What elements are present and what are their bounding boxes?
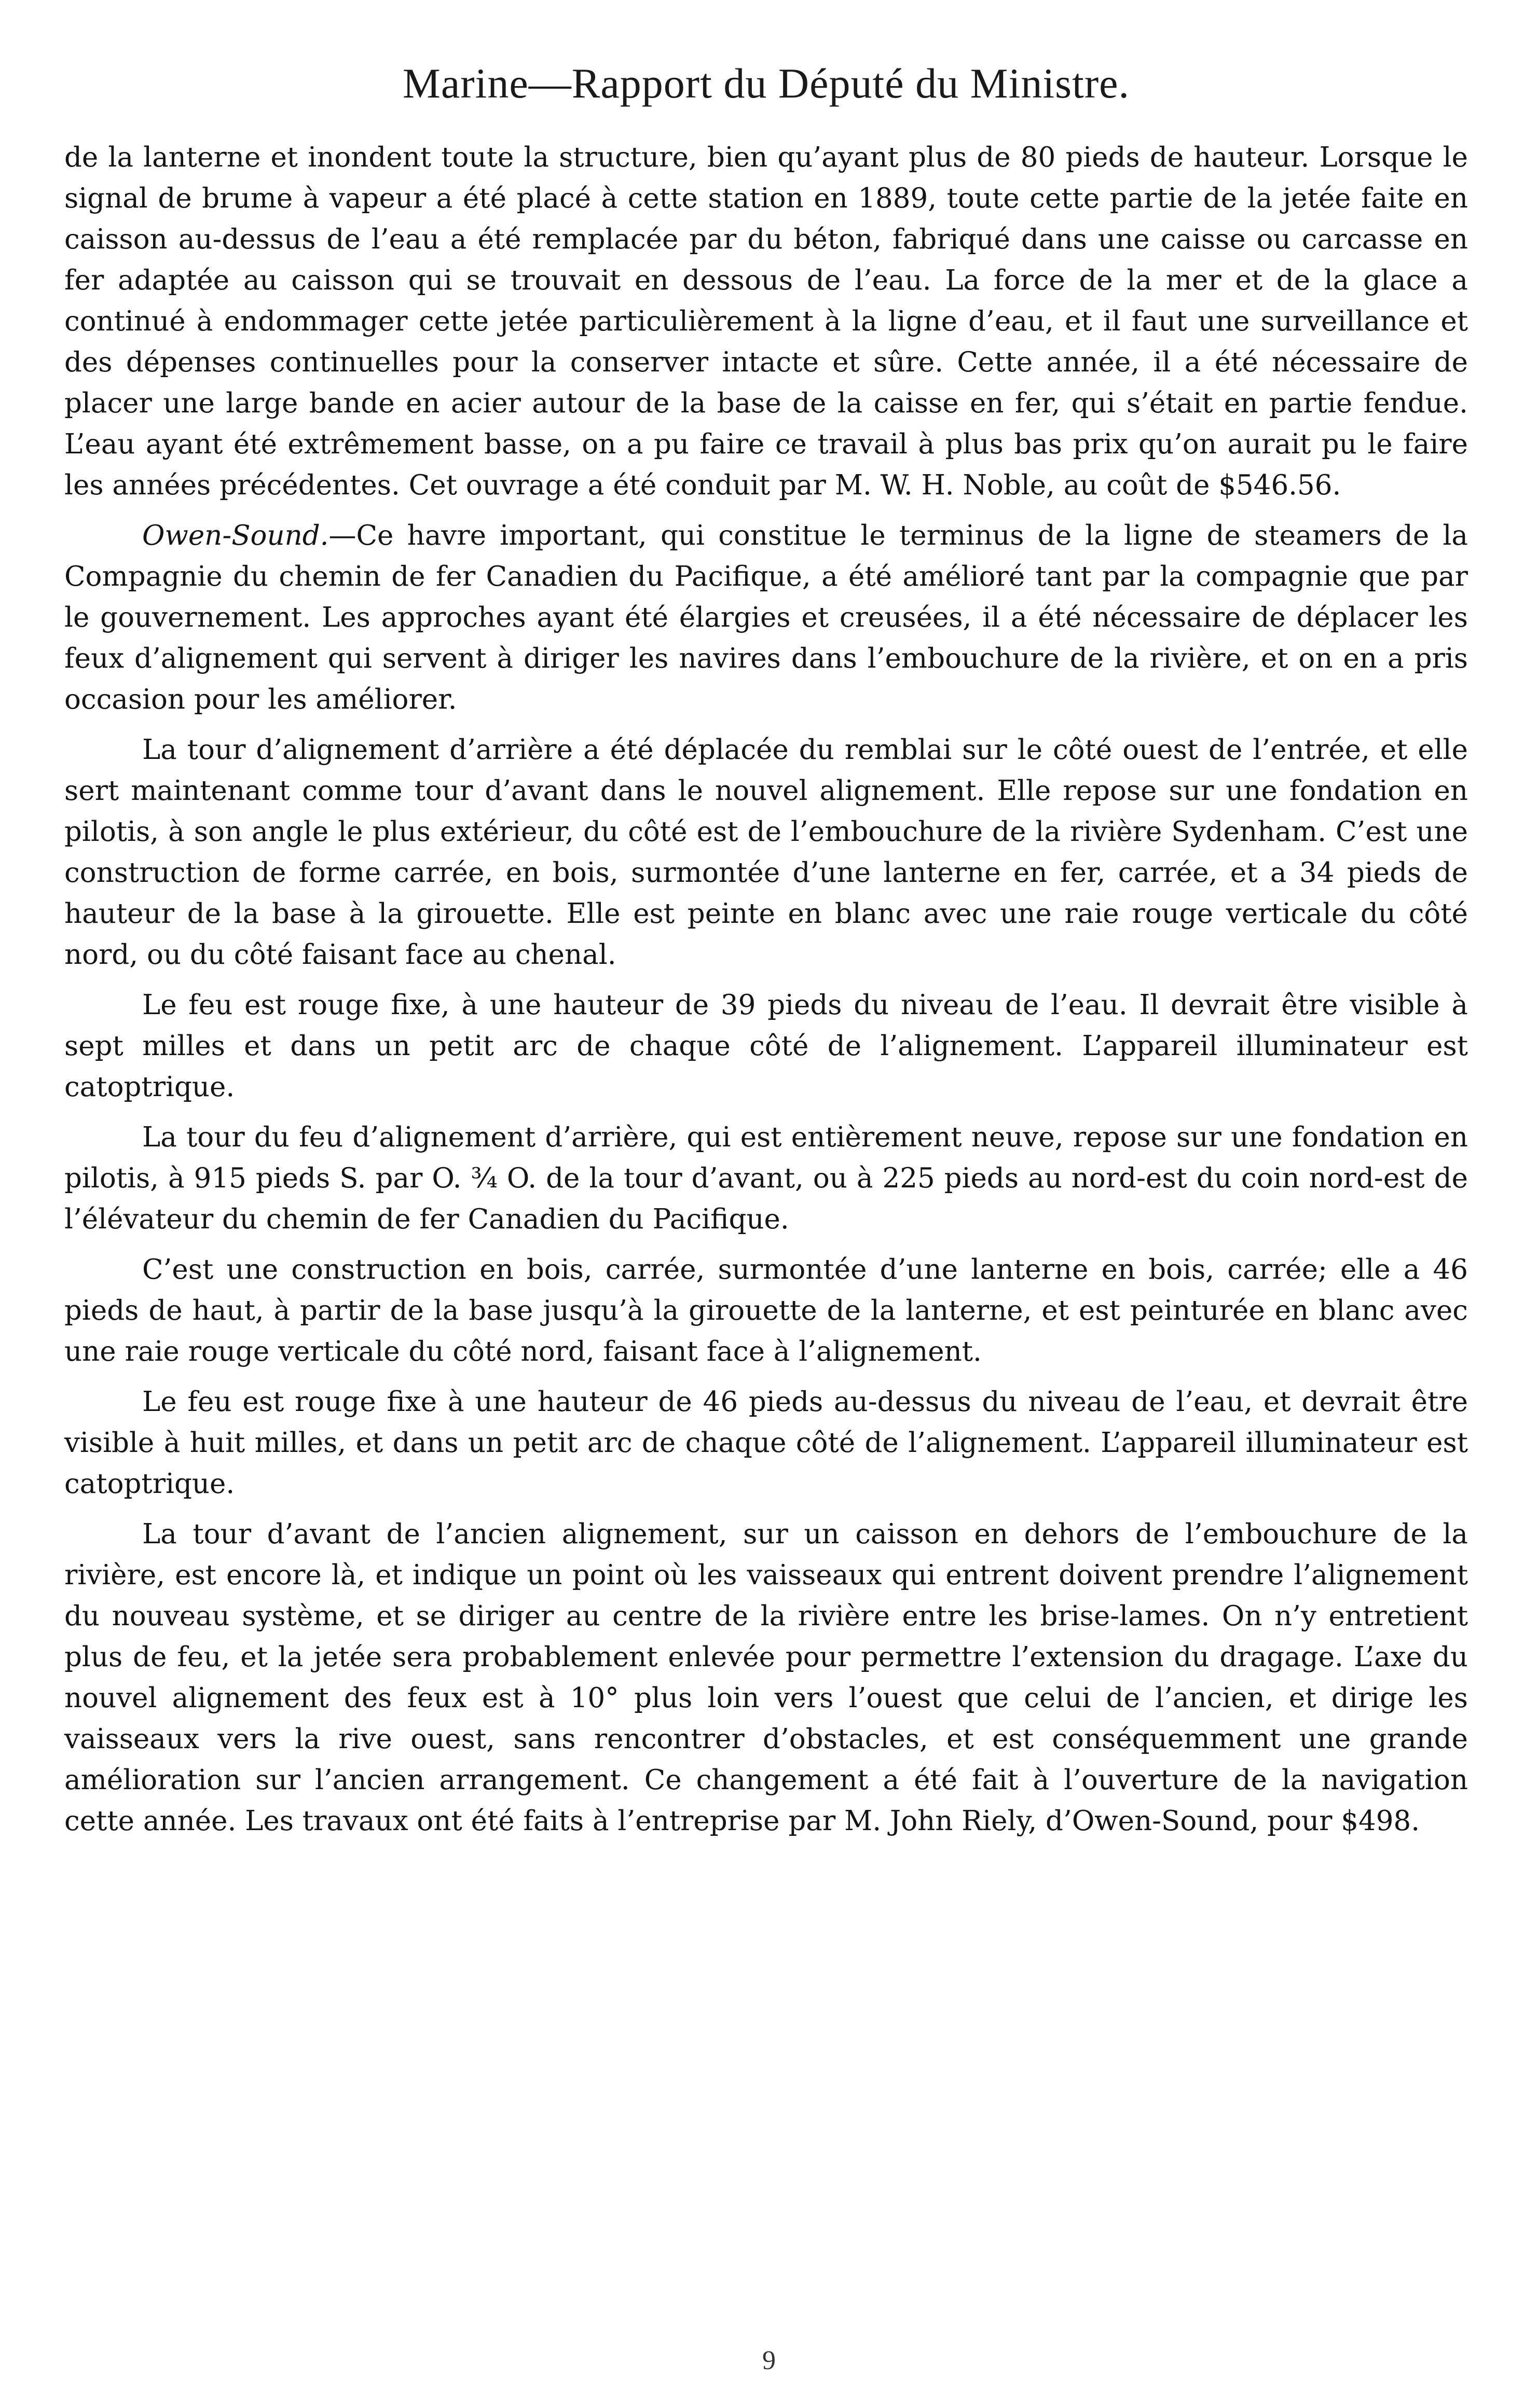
report-body	[64, 137, 1468, 1842]
paragraph-rear-light	[64, 1381, 1468, 1504]
paragraph-lighthouse-pier	[64, 137, 1468, 506]
running-title: Marine—Rapport du Député du Ministre.	[402, 60, 1130, 107]
place-name-heading: Owen-Sound.	[142, 520, 329, 551]
paragraph-text: La tour du feu d’alignement d’arrière, qui est entièrement neuve, repose sur une fondation en pilotis, à 915 pieds S. par O. ¾ O. de la tour d’avant, ou à 225 pieds au nord-est du coin nord-est de l’élévateur du chemin de fer Canadien du Pacifique.	[64, 1122, 1468, 1235]
paragraph-rear-tower-location	[64, 1117, 1468, 1240]
paragraph-text: La tour d’alignement d’arrière a été déplacée du remblai sur le côté ouest de l’entrée, et elle sert maintenant comme tour d’avant dans le nouvel alignement. Elle repose sur une fondation en pilotis, à son angle le plus extérieur, du côté est de l’embouchure de la rivière Sydenham. C’est une construction de forme carrée, en bois, surmontée d’une lanterne en fer, carrée, et a 34 pieds de hauteur de la base à la girouette. Elle est peinte en blanc avec une raie rouge verticale du côté nord, ou du côté faisant face au chenal.	[64, 734, 1468, 971]
page-number: 9	[762, 2346, 776, 2375]
paragraph-rear-tower-construction	[64, 1249, 1468, 1372]
paragraph-text: Le feu est rouge fixe à une hauteur de 46 pieds au-dessus du niveau de l’eau, et devrait être visible à huit milles, et dans un petit arc de chaque côté de l’alignement. L’appareil illuminateur est catoptrique.	[64, 1386, 1468, 1500]
paragraph-text: Le feu est rouge fixe, à une hauteur de 39 pieds du niveau de l’eau. Il devrait être visible à sept milles et dans un petit arc de chaque côté de l’alignement. L’appareil illuminateur est catoptrique.	[64, 989, 1468, 1103]
paragraph-owen-sound-intro	[64, 515, 1468, 720]
paragraph-text: La tour d’avant de l’ancien alignement, sur un caisson en dehors de l’embouchure de la rivière, est encore là, et indique un point où les vaisseaux qui entrent doivent prendre l’alignement du nouveau système, et se diriger au centre de la rivière entre les brise-lames. On n’y entretient plus de feu, et la jetée sera probablement enlevée pour permettre l’extension du dragage. L’axe du nouvel alignement des feux est à 10° plus loin vers l’ouest que celui de l’ancien, et dirige les vaisseaux vers la rive ouest, sans rencontrer d’obstacles, et est conséquemment une grande amélioration sur l’ancien arrangement. Ce changement a été fait à l’ouverture de la navigation cette année. Les travaux ont été faits à l’entreprise par M. John Riely, d’Owen-Sound, pour $498.	[64, 1518, 1468, 1837]
paragraph-text: —Ce havre important, qui constitue le terminus de la ligne de steamers de la Compagnie du chemin de fer Canadien du Pacifique, a été amélioré tant par la compagnie que par le gouvernement. Les approches ayant été élargies et creusées, il a été nécessaire de déplacer les feux d’alignement qui servent à diriger les navires dans l’embouchure de la rivière, et on en a pris occasion pour les améliorer.	[64, 520, 1468, 715]
paragraph-text: C’est une construction en bois, carrée, surmontée d’une lanterne en bois, carrée; elle a 46 pieds de haut, à partir de la base jusqu’à la girouette de la lanterne, et est peinturée en blanc avec une raie rouge verticale du côté nord, faisant face à l’alignement.	[64, 1254, 1468, 1367]
paragraph-old-front-tower	[64, 1514, 1468, 1842]
paragraph-front-tower	[64, 729, 1468, 975]
paragraph-text: de la lanterne et inondent toute la structure, bien qu’ayant plus de 80 pieds de hauteur. Lorsque le signal de brume à vapeur a été placé à cette station en 1889, toute cette partie de la jetée faite en caisson au-dessus de l’eau a été remplacée par du béton, fabriqué dans une caisse ou carcasse en fer adaptée au caisson qui se trouvait en dessous de l’eau. La force de la mer et de la glace a continué à endommager cette jetée particulièrement à la ligne d’eau, et il faut une surveillance et des dépenses continuelles pour la conserver intacte et sûre. Cette année, il a été nécessaire de placer une large bande en acier autour de la base de la caisse en fer, qui s’était en partie fendue. L’eau ayant été extrêmement basse, on a pu faire ce travail à plus bas prix qu’on aurait pu le faire les années précédentes. Cet ouvrage a été conduit par M. W. H. Noble, au coût de $546.56.	[64, 142, 1468, 501]
paragraph-front-light	[64, 985, 1468, 1108]
